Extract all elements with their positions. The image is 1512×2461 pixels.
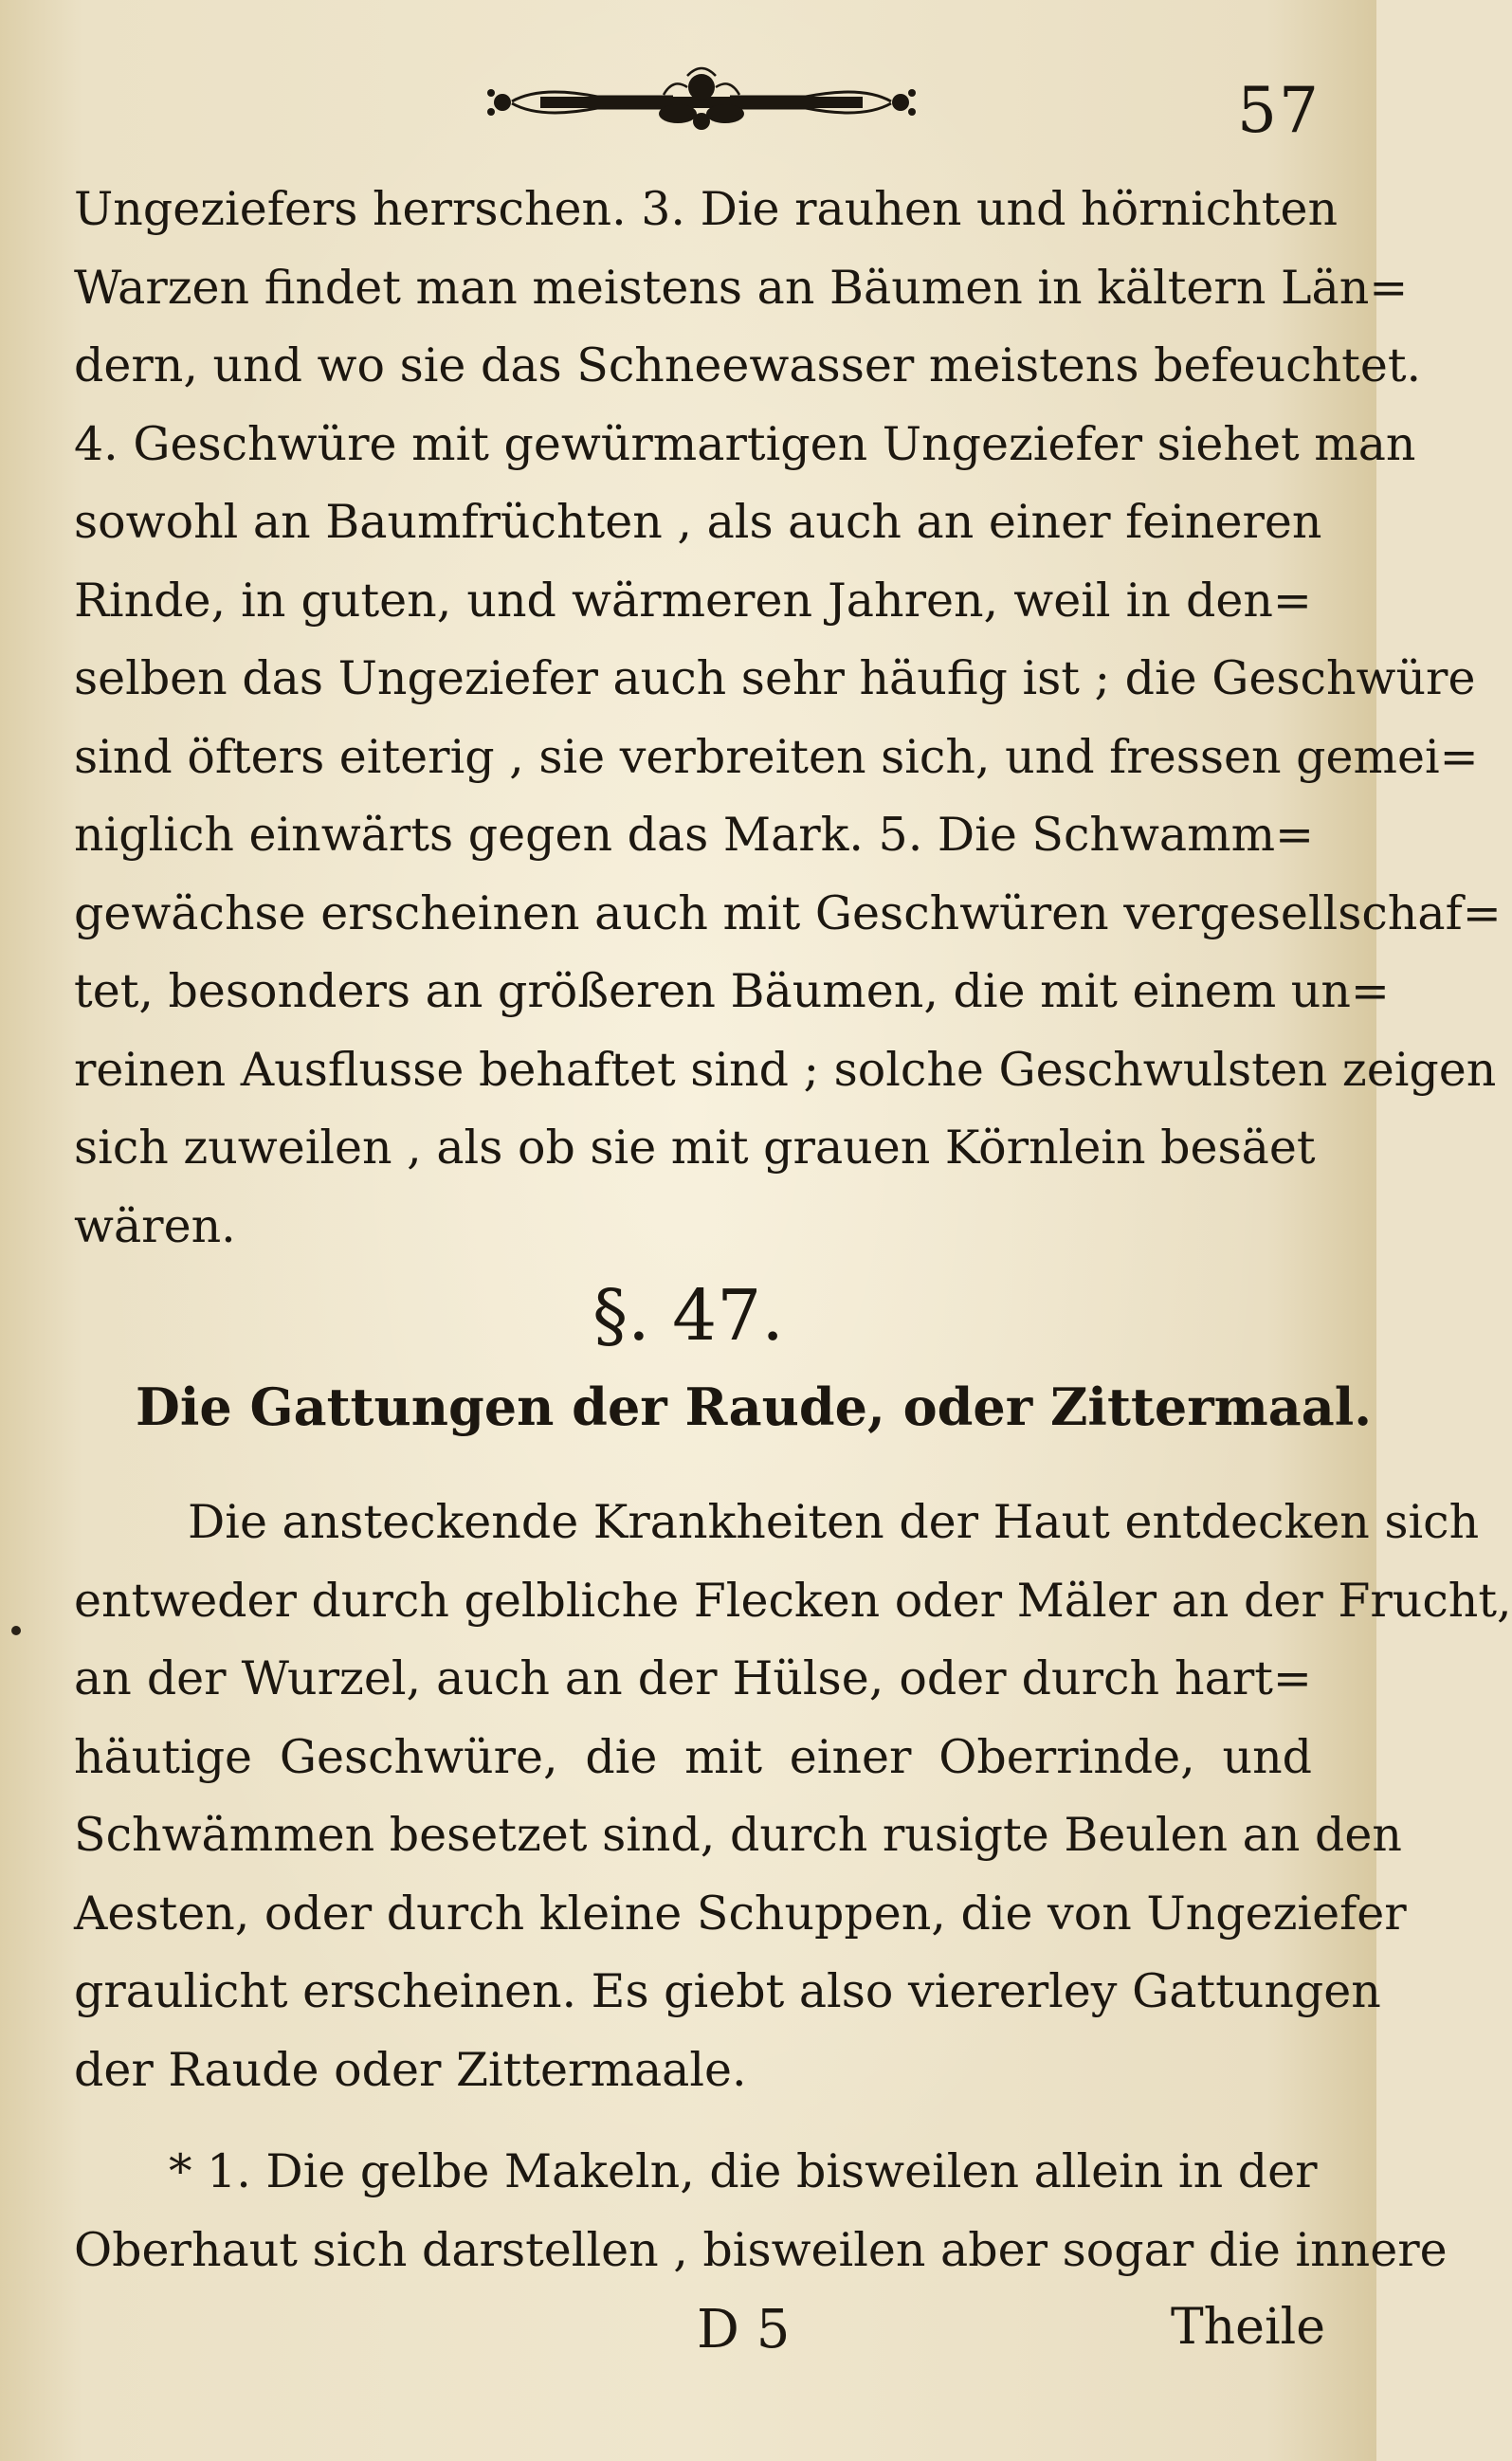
paragraph [74, 2133, 1448, 2289]
text-line: der Raude oder Zittermaale. [74, 2042, 747, 2097]
text-line: entweder durch gelbliche Flecken oder Mäler an der Frucht, [74, 1573, 1512, 1628]
section-heading: Die Gattungen der Raude, oder Zittermaal. [136, 1376, 1373, 1437]
text-line: sind öfters eiterig , sie verbreiten sich, und fressen gemei= [74, 729, 1479, 784]
text-line: 4. Geschwüre mit gewürmartigen Ungeziefer siehet man [74, 416, 1416, 471]
catchword: Theile [1171, 2299, 1325, 2356]
text-line: Oberhaut sich darstellen , bisweilen aber sogar die innere [74, 2222, 1448, 2277]
text-line: wären. [74, 1198, 236, 1253]
signature-mark: D 5 [697, 2299, 791, 2361]
text-line: Rinde, in guten, und wärmeren Jahren, weil in den= [74, 573, 1312, 628]
text-line: Ungeziefers herrschen. 3. Die rauhen und hörnichten [74, 182, 1339, 236]
text-line: Warzen findet man meistens an Bäumen in kältern Län= [74, 260, 1409, 315]
text-line: sich zuweilen , als ob sie mit grauen Körnlein besäet [74, 1121, 1316, 1175]
text-line: graulicht erscheinen. Es giebt also viererley Gattungen [74, 1964, 1381, 2018]
text-line: reinen Ausflusse behaftet sind ; solche Geschwulsten zeigen [74, 1042, 1497, 1097]
paragraph [74, 1484, 1512, 2109]
header-ornament [483, 59, 920, 144]
text-line: selben das Ungeziefer auch sehr häufig ist ; die Geschwüre [74, 651, 1476, 705]
text-line: Die ansteckende Krankheiten der Haut entdecken sich [188, 1495, 1480, 1549]
page-number: 57 [1237, 74, 1321, 147]
ink-speck [11, 1626, 21, 1635]
text-line: gewächse erscheinen auch mit Geschwüren vergesellschaf= [74, 885, 1502, 940]
text-line: sowohl an Baumfrüchten , als auch an einer feineren [74, 495, 1322, 549]
section-number: §. 47. [592, 1275, 784, 1357]
text-line: Schwämmen besetzet sind, durch rusigte Beulen an den [74, 1808, 1402, 1862]
paragraph-continuation [74, 171, 1502, 1266]
text-line: an der Wurzel, auch an der Hülse, oder durch hart= [74, 1651, 1312, 1705]
text-line: tet, besonders an größeren Bäumen, die mit einem un= [74, 964, 1390, 1018]
text-line: niglich einwärts gegen das Mark. 5. Die Schwamm= [74, 808, 1315, 862]
text-line: * 1. Die gelbe Makeln, die bisweilen allein in der [169, 2144, 1318, 2198]
text-line: dern, und wo sie das Schneewasser meistens befeuchtet. [74, 338, 1422, 392]
text-line: Aesten, oder durch kleine Schuppen, die von Ungeziefer [74, 1886, 1407, 1941]
text-line: häutige Geschwüre, die mit einer Oberrinde, und [74, 1729, 1312, 1784]
